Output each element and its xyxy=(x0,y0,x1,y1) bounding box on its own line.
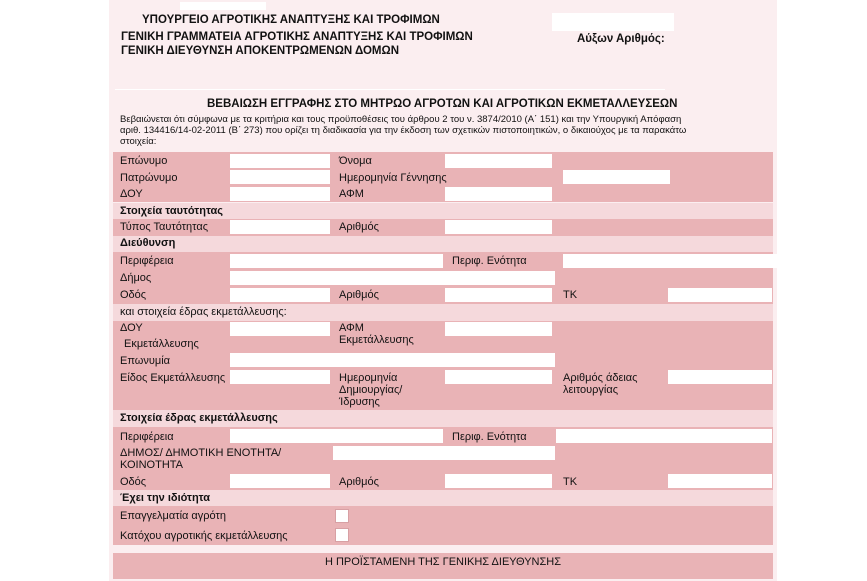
id-number-label: Αριθμός xyxy=(339,221,379,233)
seat-street-field[interactable] xyxy=(230,474,330,488)
company-name-label: Επωνυμία xyxy=(120,355,171,367)
doy-label: ΔΟΥ xyxy=(120,188,143,200)
surname-field[interactable] xyxy=(230,154,330,168)
holding-afm-label-1: ΑΦΜ xyxy=(339,322,364,334)
address-region-field[interactable] xyxy=(230,254,443,268)
header-top-field[interactable] xyxy=(180,2,266,10)
secretariat-name: ΓΕΝΙΚΗ ΓΡΑΜΜΑΤΕΙΑ ΑΓΡΟΤΙΚΗΣ ΑΝΑΠΤΥΞΗΣ ΚΑΙ ΤΡΟΦΙΜΩΝ xyxy=(121,31,473,43)
intro-line-3: στοιχεία: xyxy=(120,136,157,147)
address-municipality-label: Δήμος xyxy=(120,272,152,284)
address-heading: Διεύθυνση xyxy=(120,237,176,249)
holding-doy-label-1: ΔΟΥ xyxy=(120,322,143,334)
address-street-label: Οδός xyxy=(120,289,147,301)
holding-owner-checkbox[interactable] xyxy=(335,528,349,542)
seat-region-field[interactable] xyxy=(230,429,443,443)
birth-date-field[interactable] xyxy=(563,170,670,184)
serial-number-field[interactable] xyxy=(552,13,674,31)
intro-line-2: αριθ. 134416/14-02-2011 (Β΄ 273) που ορίζει τη διαδικασία για την έκδοση των σχετικών πιστοποιητικών, ο δικαιούχος με τα παρακάτω xyxy=(120,125,687,136)
capacity-heading: Έχει την ιδιότητα xyxy=(120,492,211,504)
birth-date-label: Ημερομηνία Γέννησης xyxy=(339,172,447,184)
seat-street-label: Οδός xyxy=(120,476,147,488)
seat-postal-code-field[interactable] xyxy=(668,474,772,488)
holding-type-label: Είδος Εκμετάλλευσης xyxy=(120,372,226,384)
address-postal-code-field[interactable] xyxy=(668,288,772,302)
address-regional-unit-field[interactable] xyxy=(563,254,777,268)
name-field[interactable] xyxy=(445,154,552,168)
holding-doy-label-2: Εκμετάλλευσης xyxy=(124,338,199,350)
company-name-field[interactable] xyxy=(230,353,555,367)
seat-heading: Στοιχεία έδρας εκμετάλλευσης xyxy=(120,412,278,424)
afm-label: ΑΦΜ xyxy=(339,188,364,200)
directorate-name: ΓΕΝΙΚΗ ΔΙΕΥΘΥΝΣΗ ΑΠΟΚΕΝΤΡΩΜΕΝΩΝ ΔΟΜΩΝ xyxy=(121,45,400,57)
id-type-field[interactable] xyxy=(230,220,330,234)
holding-afm-field[interactable] xyxy=(445,322,552,336)
father-name-field[interactable] xyxy=(230,170,330,184)
holding-date-label-1: Ημερομηνία xyxy=(339,372,398,384)
address-region-label: Περιφέρεια xyxy=(120,255,174,267)
id-type-label: Τύπος Ταυτότητας xyxy=(120,221,208,233)
address-heading-band xyxy=(113,236,773,252)
name-label: Όνομα xyxy=(339,155,372,167)
header-divider xyxy=(115,89,665,90)
serial-number-label: Αύξων Αριθμός: xyxy=(577,33,665,45)
signatory-title: Η ΠΡΟΪΣΤΑΜΕΝΗ ΤΗΣ ΓΕΝΙΚΗΣ ΔΙΕΥΘΥΝΣΗΣ xyxy=(324,556,562,568)
identity-band xyxy=(113,219,773,236)
address-number-label: Αριθμός xyxy=(339,289,379,301)
license-number-label-1: Αριθμός άδειας xyxy=(563,372,638,384)
seat-municipality-label-1: ΔΗΜΟΣ/ ΔΗΜΟΤΙΚΗ ΕΝΟΤΗΤΑ/ xyxy=(120,447,282,459)
ministry-name: ΥΠΟΥΡΓΕΙΟ ΑΓΡΟΤΙΚΗΣ ΑΝΑΠΤΥΞΗΣ ΚΑΙ ΤΡΟΦΙΜΩΝ xyxy=(142,14,440,26)
address-regional-unit-label: Περιφ. Ενότητα xyxy=(452,255,527,267)
professional-farmer-label: Επαγγελματία αγρότη xyxy=(120,510,226,522)
intro-line-1: Βεβαιώνεται ότι σύμφωνα με τα κριτήρια και τους προϋποθέσεις του άρθρου 2 του ν. 3874/2010 (Α΄ 151) και την Υπουργική Απόφαση xyxy=(120,114,682,125)
seat-municipality-label-2: ΚΟΙΝΟΤΗΤΑ xyxy=(120,459,184,471)
seat-municipality-field[interactable] xyxy=(333,446,555,460)
holding-afm-label-2: Εκμετάλλευσης xyxy=(339,334,414,346)
address-street-field[interactable] xyxy=(230,288,330,302)
seat-number-field[interactable] xyxy=(445,474,552,488)
afm-field[interactable] xyxy=(445,187,552,201)
holding-owner-label: Κατόχου αγροτικής εκμετάλλευσης xyxy=(120,530,288,542)
holding-type-field[interactable] xyxy=(230,370,330,384)
holding-intro: και στοιχεία έδρας εκμετάλλευσης: xyxy=(120,306,287,318)
father-name-label: Πατρώνυμο xyxy=(120,172,178,184)
holding-doy-field[interactable] xyxy=(230,322,330,336)
identity-heading: Στοιχεία ταυτότητας xyxy=(120,205,224,217)
seat-regional-unit-label: Περιφ. Ενότητα xyxy=(452,431,527,443)
doy-field[interactable] xyxy=(230,187,330,201)
holding-date-field[interactable] xyxy=(445,370,552,384)
page-title: ΒΕΒΑΙΩΣΗ ΕΓΓΡΑΦΗΣ ΣΤΟ ΜΗΤΡΩΟ ΑΓΡΟΤΩΝ ΚΑΙ ΑΓΡΟΤΙΚΩΝ ΕΚΜΕΤΑΛΛΕΥΣΕΩΝ xyxy=(207,98,678,110)
address-number-field[interactable] xyxy=(445,288,552,302)
professional-farmer-checkbox[interactable] xyxy=(335,509,349,523)
seat-postal-code-label: ΤΚ xyxy=(563,476,578,488)
holding-date-label-3: Ίδρυσης xyxy=(339,396,380,408)
address-postal-code-label: ΤΚ xyxy=(563,289,578,301)
capacity-heading-band xyxy=(113,490,773,506)
holding-date-label-2: Δημιουργίας/ xyxy=(339,384,403,396)
seat-regional-unit-field[interactable] xyxy=(556,429,772,443)
surname-label: Επώνυμο xyxy=(120,155,168,167)
address-municipality-field[interactable] xyxy=(230,271,555,285)
seat-region-label: Περιφέρεια xyxy=(120,431,174,443)
seat-number-label: Αριθμός xyxy=(339,476,379,488)
license-number-label-2: λειτουργίας xyxy=(563,384,619,396)
license-number-field[interactable] xyxy=(668,370,772,384)
id-number-field[interactable] xyxy=(445,220,552,234)
